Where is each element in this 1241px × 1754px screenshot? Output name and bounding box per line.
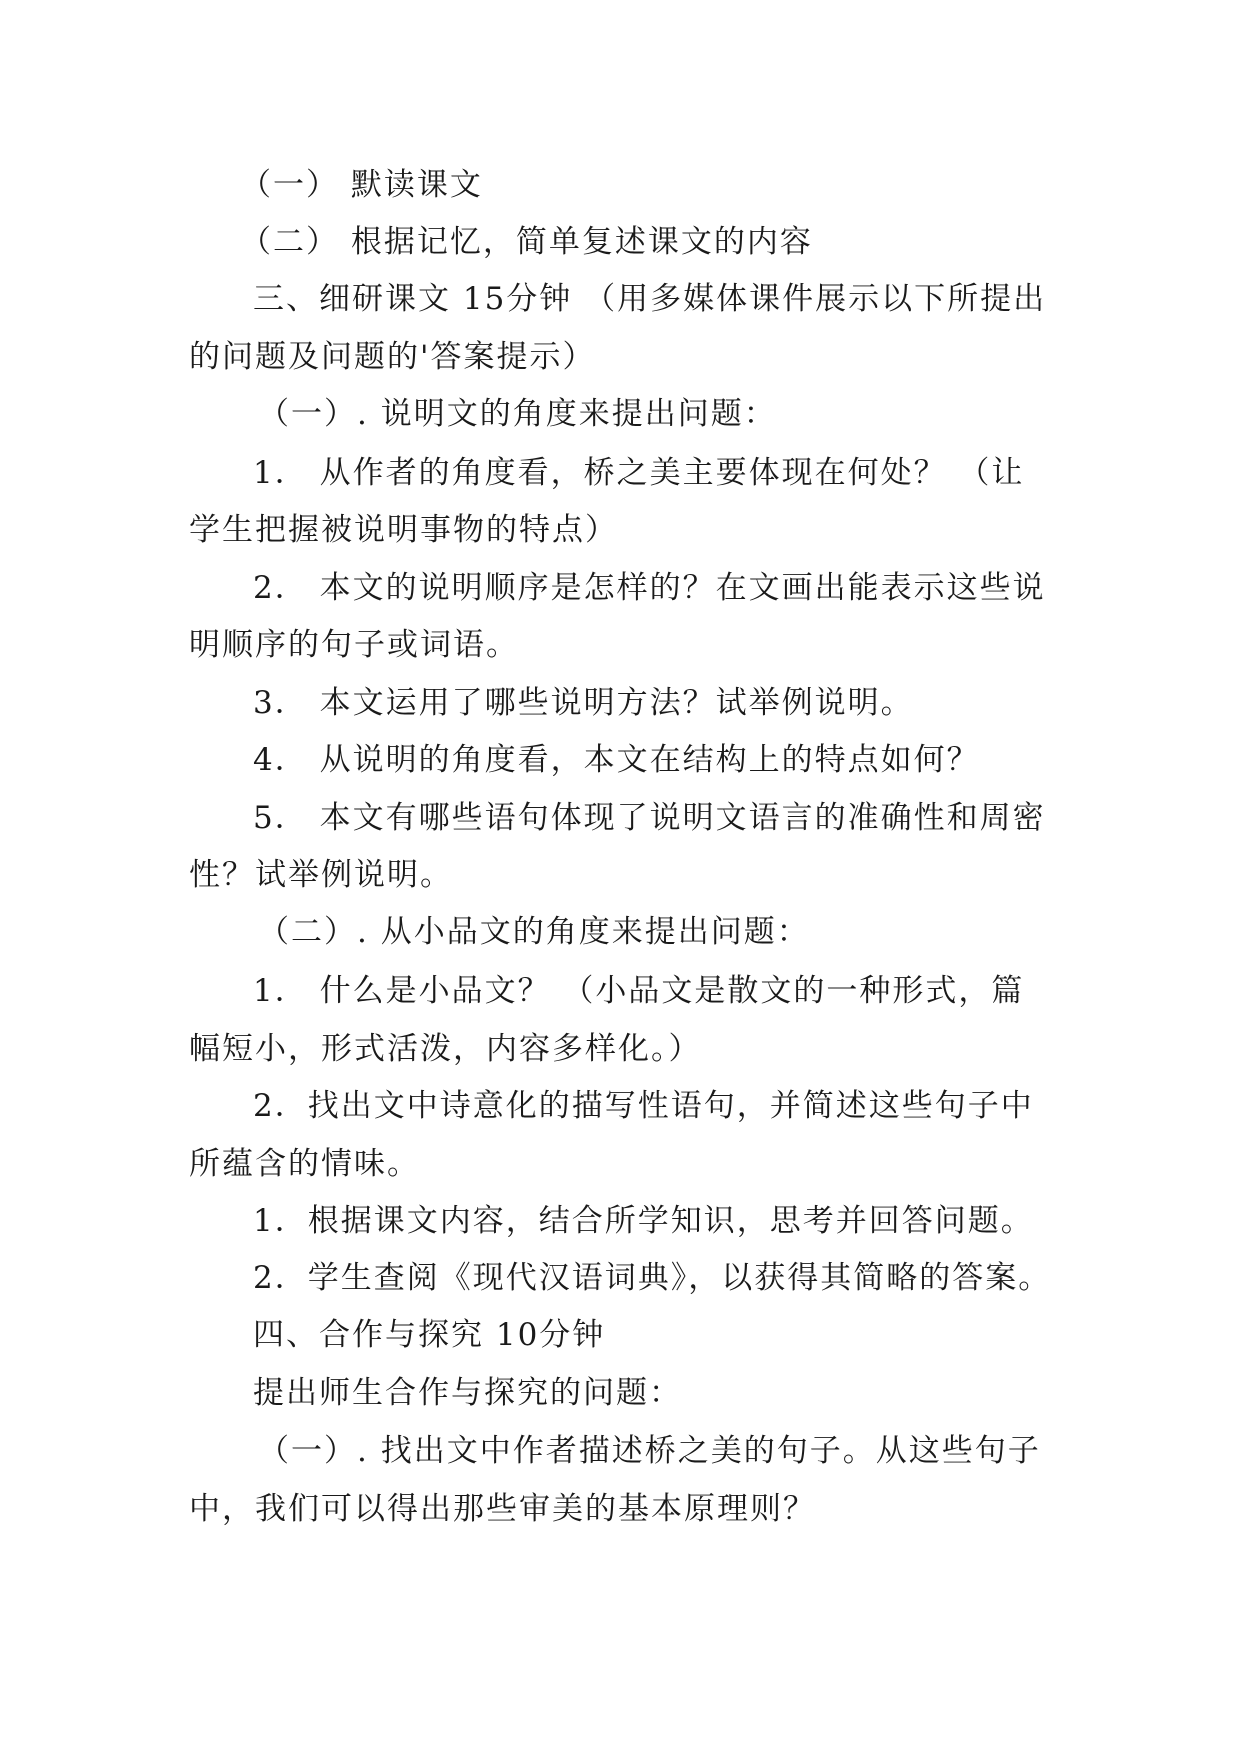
text-line: （二） 根据记忆，简单复述课文的内容 bbox=[240, 224, 813, 260]
text-line: 3． 本文运用了哪些说明方法？试举例说明。 bbox=[253, 685, 914, 721]
text-line: （一）. 说明文的角度来提出问题： bbox=[258, 396, 777, 432]
text-line: 所蕴含的情味。 bbox=[189, 1146, 420, 1182]
text-line: （一）. 找出文中作者描述桥之美的句子。从这些句子 bbox=[258, 1433, 1041, 1469]
text-line: 学生把握被说明事物的特点） bbox=[189, 512, 618, 548]
text-line: （二）. 从小品文的角度来提出问题： bbox=[258, 914, 810, 950]
text-line: 2．学生查阅《现代汉语词典》，以获得其简略的答案。 bbox=[253, 1260, 1052, 1296]
text-line: 四、合作与探究 10分钟 bbox=[253, 1317, 606, 1353]
text-line: 明顺序的句子或词语。 bbox=[189, 627, 519, 663]
text-line: 1． 从作者的角度看，桥之美主要体现在何处？ （让 bbox=[253, 455, 1025, 491]
text-line: 5． 本文有哪些语句体现了说明文语言的准确性和周密 bbox=[253, 800, 1046, 836]
text-line: 提出师生合作与探究的问题： bbox=[253, 1375, 682, 1411]
text-line: 2． 本文的说明顺序是怎样的？在文画出能表示这些说 bbox=[253, 570, 1046, 606]
text-line: 2．找出文中诗意化的描写性语句，并简述这些句子中 bbox=[253, 1088, 1034, 1124]
text-line: 4． 从说明的角度看，本文在结构上的特点如何？ bbox=[253, 742, 980, 778]
text-line: 幅短小，形式活泼，内容多样化。） bbox=[189, 1031, 702, 1067]
text-line: 三、细研课文 15分钟 （用多媒体课件展示以下所提出 bbox=[253, 281, 1047, 317]
text-line: 的问题及问题的'答案提示） bbox=[189, 339, 596, 375]
text-line: 1． 什么是小品文？ （小品文是散文的一种形式，篇 bbox=[253, 973, 1025, 1009]
text-line: （一） 默读课文 bbox=[240, 167, 483, 203]
text-line: 中，我们可以得出那些审美的基本原理则？ bbox=[189, 1491, 816, 1527]
text-line: 1．根据课文内容，结合所学知识，思考并回答问题。 bbox=[253, 1203, 1034, 1239]
text-line: 性？试举例说明。 bbox=[189, 857, 453, 893]
